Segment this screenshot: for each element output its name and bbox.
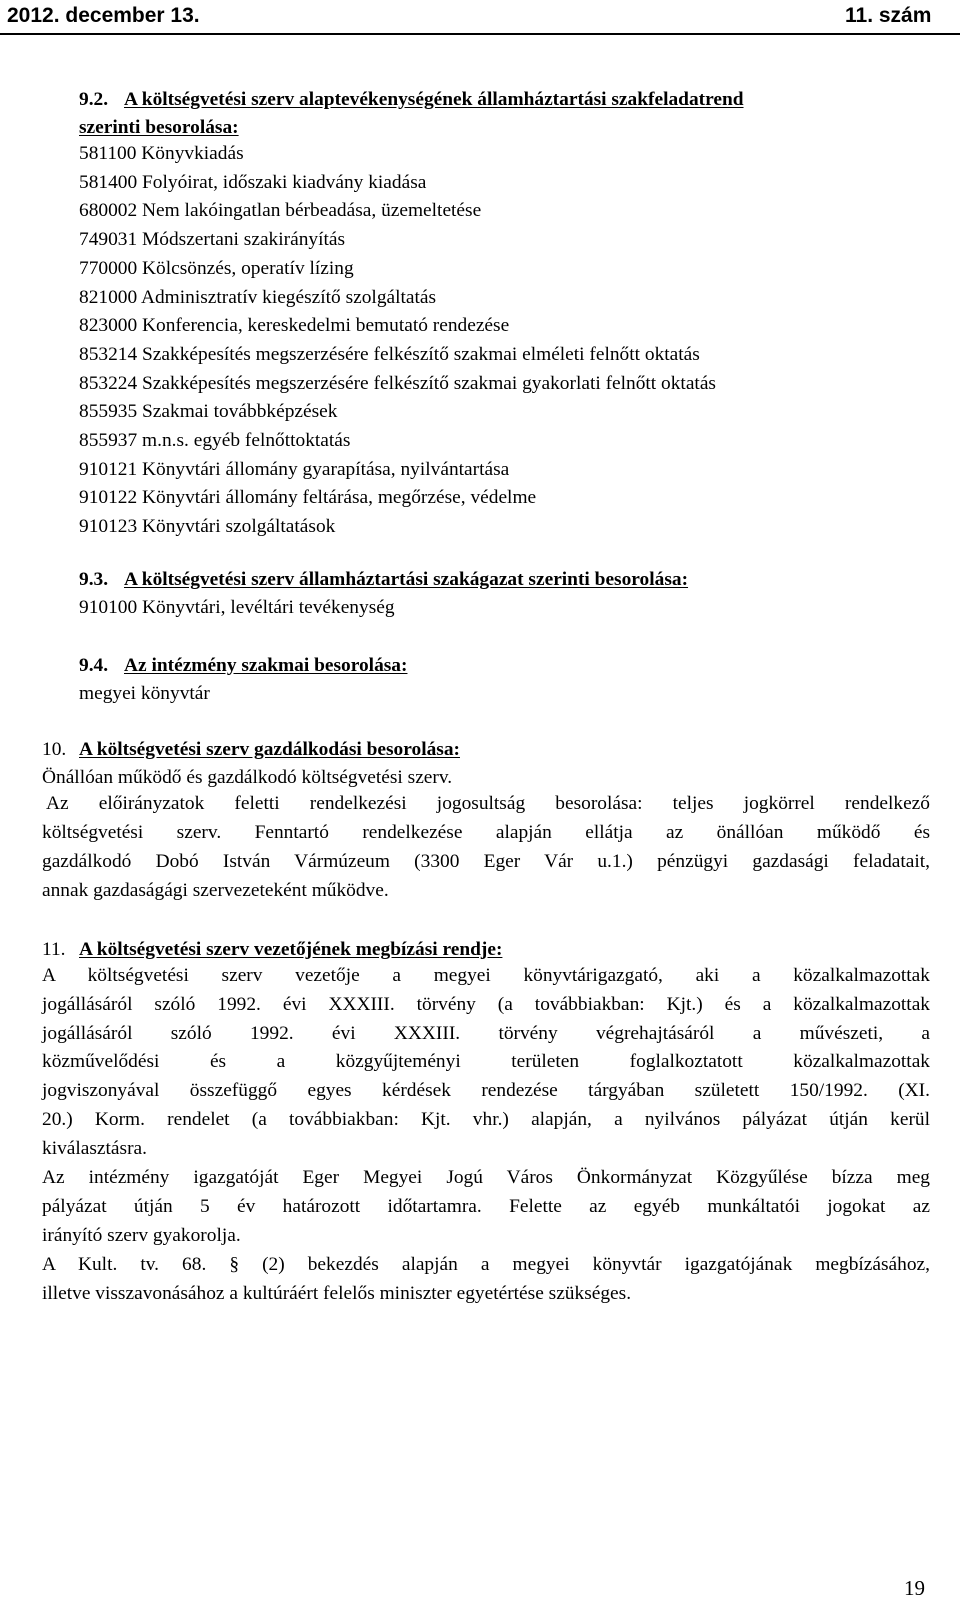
list-item: 581400 Folyóirat, időszaki kiadvány kiadása bbox=[79, 171, 427, 193]
section-10-number: 10. bbox=[42, 739, 67, 760]
section-9-4-number: 9.4. bbox=[79, 655, 109, 676]
header-rule bbox=[0, 33, 960, 35]
section-11-para-line: jogviszonyával összefüggő egyes kérdések rendezése tárgyában született 150/1992. (XI. bbox=[42, 1080, 930, 1102]
section-11-title: A költségvetési szerv vezetőjének megbízási rendje: bbox=[79, 939, 503, 960]
list-item: 770000 Kölcsönzés, operatív lízing bbox=[79, 257, 354, 279]
section-11-para-line: jogállásáról szóló 1992. évi XXXIII. törvény végrehajtásáról a művészeti, a bbox=[42, 1022, 930, 1044]
section-11-para-line: közművelődési és a közgyűjteményi területen foglalkoztatott közalkalmazottak bbox=[42, 1051, 930, 1073]
list-item: 910122 Könyvtári állomány feltárása, megőrzése, védelme bbox=[79, 487, 537, 509]
section-11-para-line: illetve visszavonásához a kultúráért felelős miniszter egyetértése szükséges. bbox=[42, 1282, 632, 1304]
section-9-3-number: 9.3. bbox=[79, 569, 109, 590]
header-date: 2012. december 13. bbox=[7, 4, 200, 27]
section-9-2-number: 9.2. bbox=[79, 89, 109, 110]
section-10-para-line: gazdálkodó Dobó István Vármúzeum (3300 Eger Vár u.1.) pénzügyi gazdasági feladatait, bbox=[42, 851, 930, 872]
list-item: 821000 Adminisztratív kiegészítő szolgáltatás bbox=[79, 286, 437, 308]
page-number: 19 bbox=[904, 1576, 925, 1600]
section-11-para-line: A költségvetési szerv vezetője a megyei könyvtárigazgató, aki a közalkalmazottak bbox=[42, 965, 930, 986]
section-10-para-line: annak gazdaságági szervezeteként működve. bbox=[42, 880, 389, 901]
section-11-para-line: A Kult. tv. 68. § (2) bekezdés alapján a megyei könyvtár igazgatójának megbízásához, bbox=[42, 1254, 930, 1275]
section-9-2-title: A költségvetési szerv alaptevékenységének államháztartási szakfeladatrend bbox=[124, 89, 744, 110]
section-11-para-line: pályázat útján 5 év határozott időtartamra. Felette az egyéb munkáltatói jogokat az bbox=[42, 1195, 930, 1217]
section-11-para-line: 20.) Korm. rendelet (a továbbiakban: Kjt. vhr.) alapján, a nyilvános pályázat útján kerül bbox=[42, 1109, 930, 1130]
section-9-2-title-cont: szerinti besorolása: bbox=[79, 117, 239, 138]
section-11-para-line: irányító szerv gyakorolja. bbox=[42, 1224, 241, 1246]
section-10-para-line: Az előirányzatok feletti rendelkezési jogosultság besorolása: teljes jogkörrel rendelkező bbox=[46, 793, 930, 814]
list-item: 853224 Szakképesítés megszerzésére felkészítő szakmai gyakorlati felnőtt oktatás bbox=[79, 372, 716, 394]
section-10-title: A költségvetési szerv gazdálkodási besorolása: bbox=[79, 739, 460, 760]
section-10-para-line: költségvetési szerv. Fenntartó rendelkezése alapján ellátja az önállóan működő és bbox=[42, 822, 930, 843]
section-11-number: 11. bbox=[42, 939, 66, 960]
section-10-line1: Önállóan működő és gazdálkodó költségvetési szerv. bbox=[42, 767, 453, 788]
list-item: 749031 Módszertani szakirányítás bbox=[79, 229, 346, 251]
section-11-para-line: Az intézmény igazgatóját Eger Megyei Jogú Város Önkormányzat Közgyűlése bízza meg bbox=[42, 1167, 930, 1188]
list-item: 680002 Nem lakóingatlan bérbeadása, üzemeltetése bbox=[79, 200, 482, 222]
list-item: 823000 Konferencia, kereskedelmi bemutató rendezése bbox=[79, 315, 510, 337]
list-item: 853214 Szakképesítés megszerzésére felkészítő szakmai elméleti felnőtt oktatás bbox=[79, 343, 700, 365]
header-issue: 11. szám bbox=[845, 4, 932, 27]
section-9-3-title: A költségvetési szerv államháztartási szakágazat szerinti besorolása: bbox=[124, 569, 689, 590]
list-item: 910121 Könyvtári állomány gyarapítása, nyilvántartása bbox=[79, 458, 510, 480]
section-9-4-value: megyei könyvtár bbox=[79, 683, 210, 704]
section-11-para-line: jogállásáról szóló 1992. évi XXXIII. törvény (a továbbiakban: Kjt.) és a közalkalmazottak bbox=[42, 993, 930, 1015]
section-11-para-line: kiválasztásra. bbox=[42, 1137, 147, 1159]
list-item: 855935 Szakmai továbbképzések bbox=[79, 401, 338, 423]
list-item: 855937 m.n.s. egyéb felnőttoktatás bbox=[79, 430, 351, 451]
list-item: 581100 Könyvkiadás bbox=[79, 143, 244, 164]
section-9-4-title: Az intézmény szakmai besorolása: bbox=[124, 655, 408, 676]
list-item: 910123 Könyvtári szolgáltatások bbox=[79, 516, 336, 538]
section-9-3-value: 910100 Könyvtári, levéltári tevékenység bbox=[79, 597, 395, 618]
